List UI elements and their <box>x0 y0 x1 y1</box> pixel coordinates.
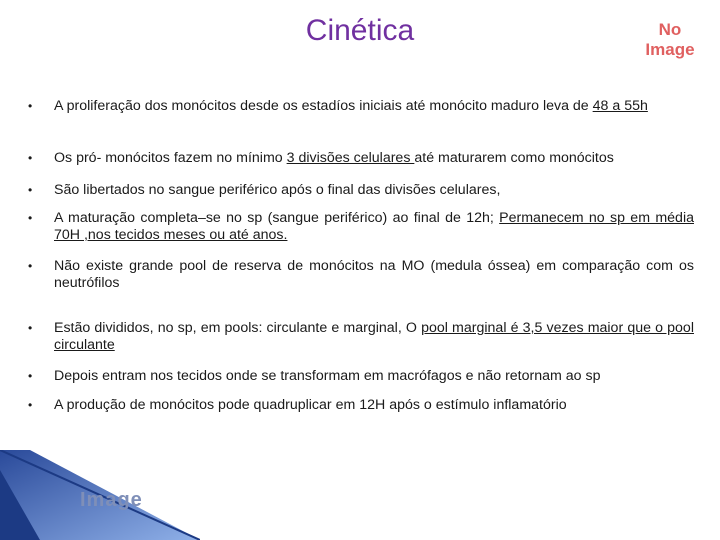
text-segment: Os pró- monócitos fazem no mínimo <box>54 150 287 166</box>
bullet-dot-icon: • <box>28 321 33 335</box>
image-placeholder <box>630 20 710 61</box>
underlined-text: Permanecem no sp em média 70H ,nos tecidos meses ou até anos. <box>54 210 694 243</box>
bullet-dot-icon: • <box>28 151 33 165</box>
bottom-image-placeholder: Image <box>80 489 143 511</box>
bullet-text <box>54 210 694 244</box>
text-segment: Depois entram nos tecidos onde se transformam em macrófagos e não retornam ao sp <box>54 368 601 384</box>
text-segment: Estão divididos, no sp, em pools: circulante e marginal, O <box>54 320 422 336</box>
text-segment: A produção de monócitos pode quadruplicar em 12H após o estímulo inflamatório <box>54 397 567 413</box>
text-segment: A maturação completa–se no sp (sangue periférico) ao final de 12h; <box>54 210 500 226</box>
bullet-text <box>54 150 694 167</box>
text-segment: Não existe grande pool de reserva de monócitos na MO (medula óssea) em comparação com os neutrófilos <box>54 258 694 291</box>
text-segment: São libertados no sangue periférico após o final das divisões celulares, <box>54 182 501 198</box>
bullet-text <box>54 258 694 292</box>
bullet-dot-icon: • <box>28 99 33 113</box>
bullet-text <box>54 182 694 199</box>
bullet-text <box>54 320 694 354</box>
text-segment: A proliferação dos monócitos desde os estadíos iniciais até monócito maduro leva de <box>54 98 593 114</box>
bullet-dot-icon: • <box>28 211 33 225</box>
underlined-text: pool marginal é 3,5 vezes maior que o pool circulante <box>54 320 694 353</box>
bullet-dot-icon: • <box>28 259 33 273</box>
bullet-dot-icon: • <box>28 369 33 383</box>
slide-title: Cinética <box>305 14 415 47</box>
bullet-text <box>54 368 694 385</box>
underlined-text: 3 divisões celulares <box>286 150 415 166</box>
bullet-dot-icon: • <box>28 183 33 197</box>
image-placeholder-line2: Image <box>645 40 695 60</box>
image-placeholder-line1: No <box>658 20 682 39</box>
bullet-text <box>54 98 694 115</box>
underlined-text: 48 a 55h <box>592 98 648 114</box>
text-segment: até maturarem como monócitos <box>414 150 614 166</box>
bullet-dot-icon: • <box>28 398 33 412</box>
bullet-text <box>54 397 694 414</box>
